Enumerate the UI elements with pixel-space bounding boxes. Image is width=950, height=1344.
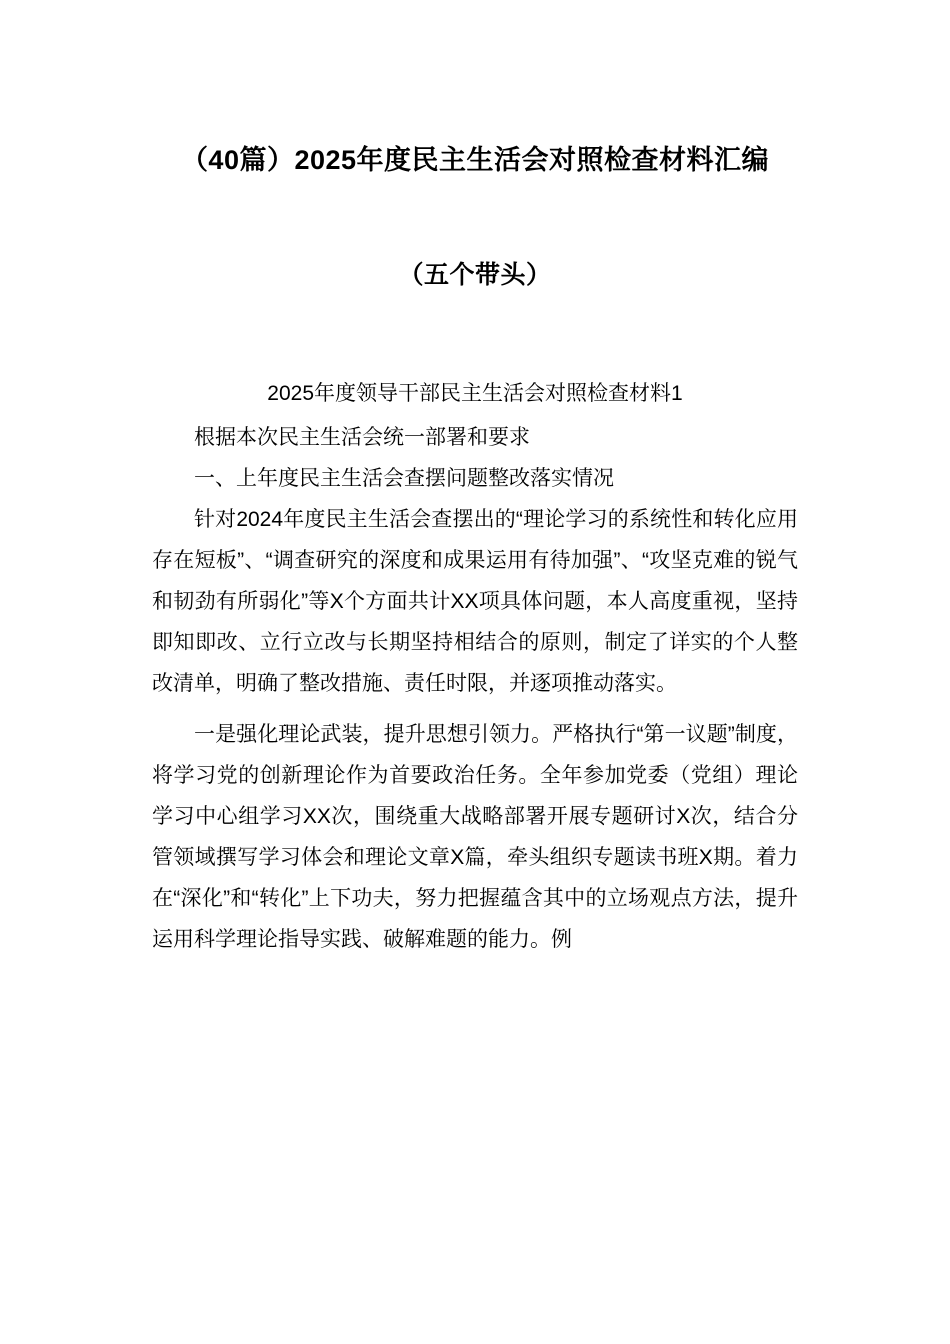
page-title: （40篇）2025年度民主生活会对照检查材料汇编	[180, 145, 770, 175]
document-subtitle: （五个带头）	[398, 260, 552, 289]
section-heading: 2025年度领导干部民主生活会对照检查材料1	[267, 381, 683, 405]
paragraph-theory-study: 一是强化理论武装，提升思想引领力。严格执行“第一议题”制度，将学习党的创新理论作为首要政治任务。全年参加党委（党组）理论学习中心组学习XX次，围绕重大战略部署开展专题研讨X次，结合分管领域撰写学习体会和理论文章X篇，牵头组织专题读书班X期。着力在“深化”和“转化”上下功夫，努力把握蕴含其中的立场观点方法，提升运用科学理论指导实践、破解难题的能力。例	[152, 722, 798, 951]
paragraph-section-one-heading: 一、上年度民主生活会查摆问题整改落实情况	[194, 467, 614, 491]
paragraph-rectification-overview: 针对2024年度民主生活会查摆出的“理论学习的系统性和转化应用存在短板”、“调查研究的深度和成果运用有待加强”、“攻坚克难的锐气和韧劲有所弱化”等X个方面共计XX项具体问题，本人高度重视，坚持即知即改、立行立改与长期坚持相结合的原则，制定了详实的个人整改清单，明确了整改措施、责任时限，并逐项推动落实。	[152, 508, 798, 695]
paragraph-basis: 根据本次民主生活会统一部署和要求	[194, 426, 530, 450]
